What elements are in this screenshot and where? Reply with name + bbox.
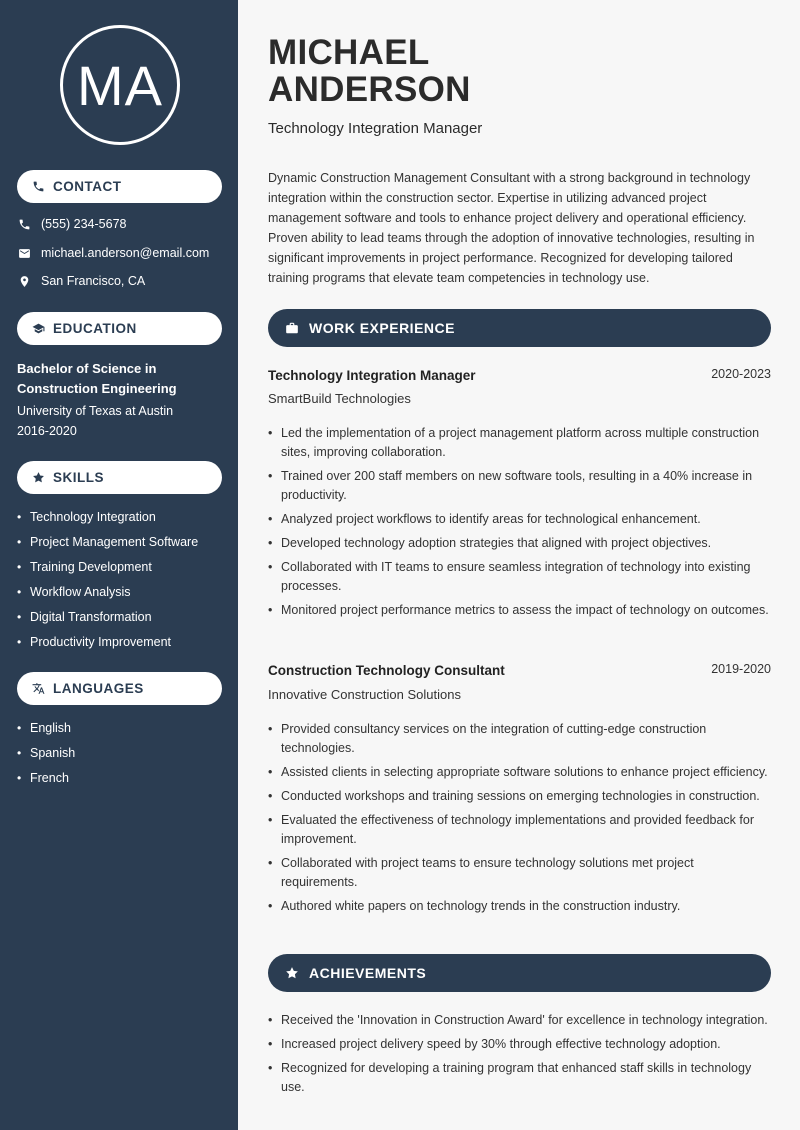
list-item: • Analyzed project workflows to identify areas for technological enhancement. xyxy=(268,512,701,526)
education-degree: Bachelor of Science in Construction Engineering xyxy=(17,361,177,396)
graduation-cap-icon xyxy=(31,322,45,336)
list-item: • French xyxy=(17,771,69,785)
work-experience-heading-label: WORK EXPERIENCE xyxy=(309,320,455,336)
list-item: • Received the 'Innovation in Construction Award' for excellence in technology integration. xyxy=(268,1013,768,1027)
list-item: • Trained over 200 staff members on new software tools, resulting in a 40% increase in productivity. xyxy=(268,469,753,502)
phone-icon xyxy=(17,217,31,231)
list-item: • Assisted clients in selecting appropriate software solutions to enhance project efficiency. xyxy=(268,765,768,779)
contact-email[interactable] xyxy=(17,246,209,260)
job-headline: Technology Integration Manager xyxy=(268,120,483,137)
skills-list xyxy=(17,510,198,660)
list-item: • Spanish xyxy=(17,746,76,760)
list-item: • Recognized for developing a training program that enhanced staff skills in technology use. xyxy=(268,1061,752,1094)
job-title: Technology Integration Manager xyxy=(268,368,476,383)
list-item: • Productivity Improvement xyxy=(17,635,172,649)
languages-heading xyxy=(17,672,222,705)
envelope-icon xyxy=(17,246,31,260)
list-item: • Project Management Software xyxy=(17,535,199,549)
work-experience-heading xyxy=(268,309,771,347)
education-heading-label: EDUCATION xyxy=(53,321,137,336)
achievements-list xyxy=(268,1011,772,1102)
achievements-heading xyxy=(268,954,771,992)
list-item: • English xyxy=(17,721,71,735)
contact-email-text[interactable]: michael.anderson@email.com xyxy=(41,246,210,260)
skills-heading-label: SKILLS xyxy=(53,470,105,485)
map-pin-icon xyxy=(17,274,31,288)
sidebar xyxy=(0,0,238,1130)
job-title: Construction Technology Consultant xyxy=(268,663,505,678)
contact-location xyxy=(17,274,145,288)
list-item: • Monitored project performance metrics to assess the impact of technology on outcomes. xyxy=(268,603,769,617)
list-item: • Collaborated with IT teams to ensure seamless integration of technology into existing processes. xyxy=(268,560,751,593)
education-heading xyxy=(17,312,222,345)
profile-summary: Dynamic Construction Management Consultant with a strong background in technology integration within the construction sector. Expertise in utilizing advanced project management software and tools to enhance project delivery and operational efficiency. Proven ability to lead teams through the adoption of innovative technologies, resulting in significant improvements in project performance. Recognized for developing tailored training programs that elevate team competencies in technology use. xyxy=(268,171,755,285)
list-item: • Provided consultancy services on the integration of cutting-edge construction technologies. xyxy=(268,722,707,755)
job-bullets xyxy=(268,424,772,625)
contact-location-text: San Francisco, CA xyxy=(41,274,146,288)
list-item: • Evaluated the effectiveness of technology implementations and provided feedback for improvement. xyxy=(268,813,754,846)
job-company: SmartBuild Technologies xyxy=(268,391,411,406)
languages-list xyxy=(17,721,75,796)
job-bullets xyxy=(268,720,772,921)
achievements-heading-label: ACHIEVEMENTS xyxy=(309,965,427,981)
list-item: • Technology Integration xyxy=(17,510,156,524)
star-icon xyxy=(284,966,299,981)
contact-heading xyxy=(17,170,222,203)
job-dates: 2019-2020 xyxy=(711,662,771,676)
list-item: • Workflow Analysis xyxy=(17,585,131,599)
contact-phone xyxy=(17,217,126,231)
phone-icon xyxy=(31,180,45,194)
list-item: • Increased project delivery speed by 30% through effective technology adoption. xyxy=(268,1037,721,1051)
list-item: • Collaborated with project teams to ensure technology solutions met project requirements. xyxy=(268,856,694,889)
full-name: MICHAEL ANDERSON xyxy=(268,33,471,109)
briefcase-icon xyxy=(284,321,299,336)
languages-heading-label: LANGUAGES xyxy=(53,681,144,696)
list-item: • Authored white papers on technology trends in the construction industry. xyxy=(268,899,681,913)
job-dates: 2020-2023 xyxy=(711,367,771,381)
list-item: • Training Development xyxy=(17,560,152,574)
star-icon xyxy=(31,471,45,485)
skills-heading xyxy=(17,461,222,494)
contact-phone-text: (555) 234-5678 xyxy=(41,217,127,231)
monogram-avatar: MA xyxy=(60,25,180,145)
list-item: • Conducted workshops and training sessions on emerging technologies in construction. xyxy=(268,789,760,803)
education-school: University of Texas at Austin xyxy=(17,404,174,418)
job-company: Innovative Construction Solutions xyxy=(268,687,461,702)
education-years: 2016-2020 xyxy=(17,424,77,438)
translate-icon xyxy=(31,682,45,696)
contact-heading-label: CONTACT xyxy=(53,179,122,194)
list-item: • Developed technology adoption strategies that aligned with project objectives. xyxy=(268,536,712,550)
list-item: • Digital Transformation xyxy=(17,610,152,624)
list-item: • Led the implementation of a project management platform across multiple construction sites, improving collaboration. xyxy=(268,426,760,459)
